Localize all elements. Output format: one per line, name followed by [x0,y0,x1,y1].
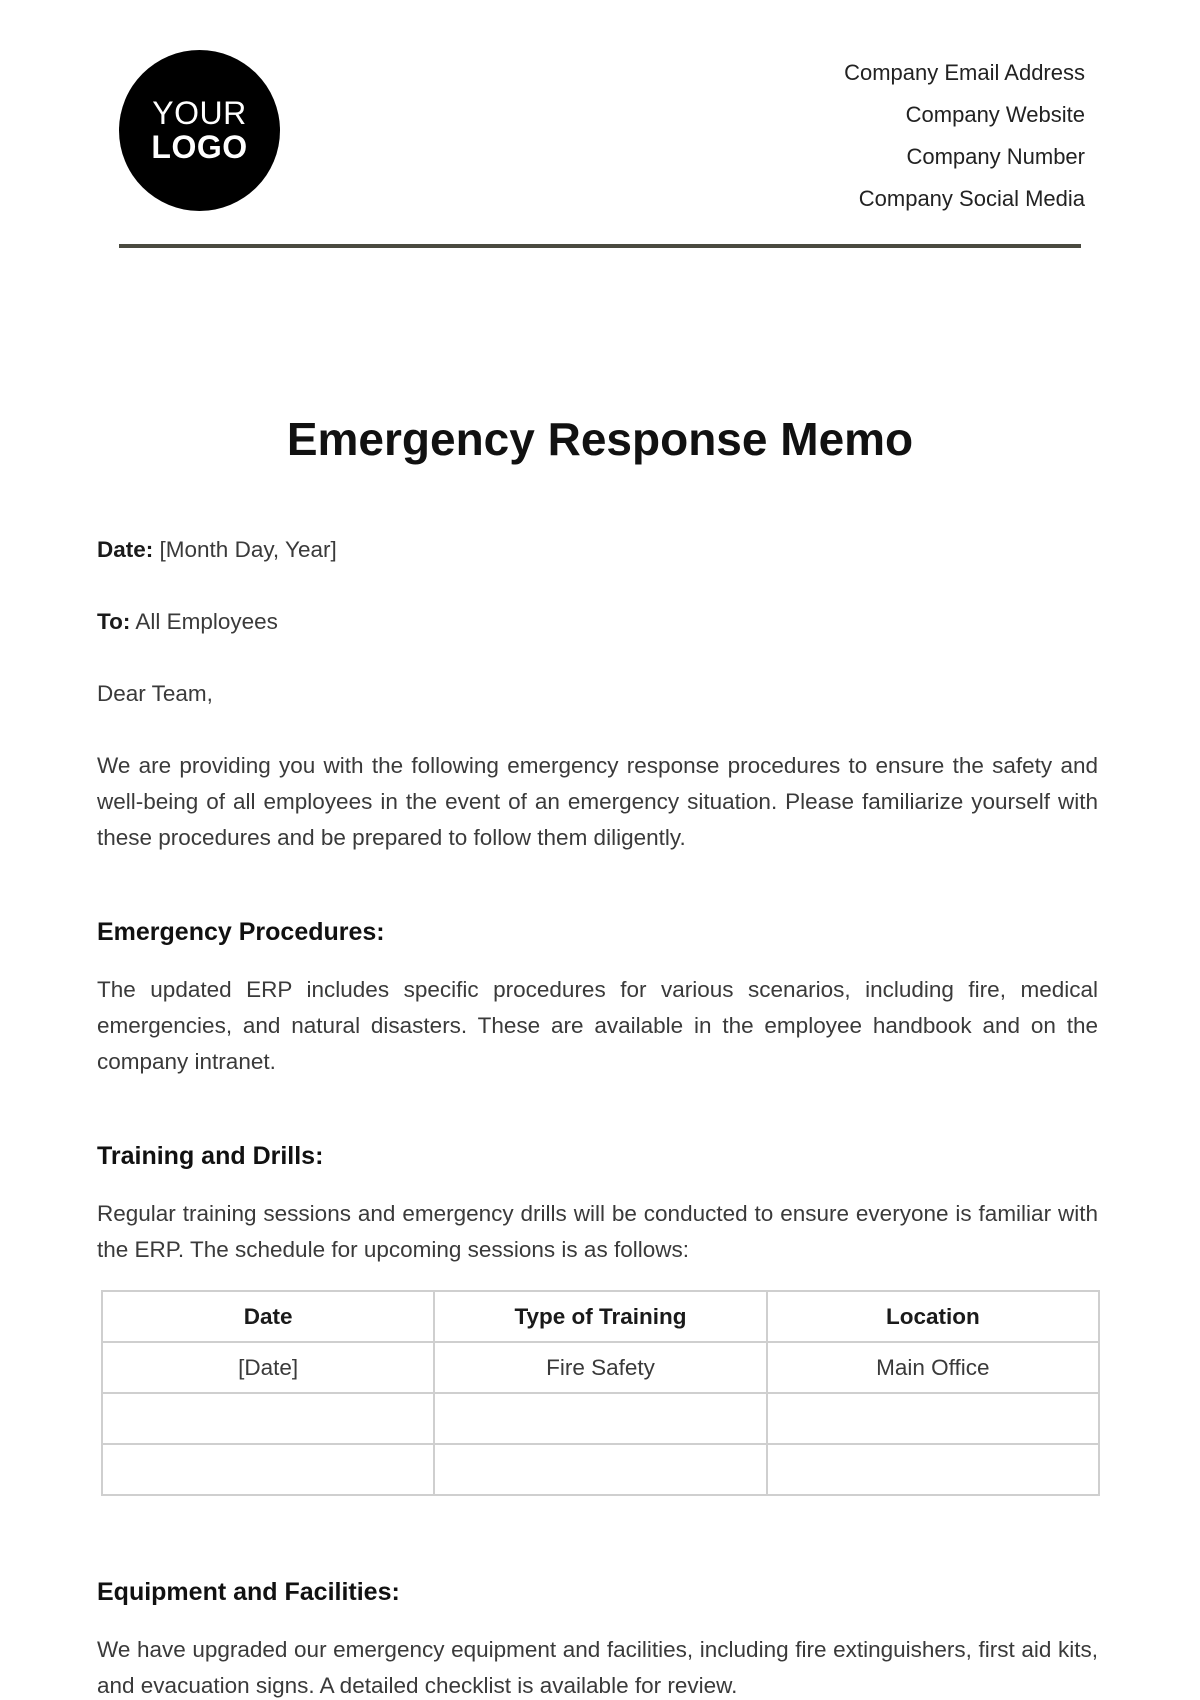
section-body-procedures: The updated ERP includes specific procedures for various scenarios, including fire, medical emergencies, and natural disasters. These are available in the employee handbook and on the company intranet. [97,977,1098,1074]
table-cell-date [102,1393,434,1444]
memo-date-value: [Month Day, Year] [159,537,337,562]
table-header-row [102,1291,1099,1342]
table-cell-location: Main Office [767,1342,1099,1393]
table-header-location: Location [767,1291,1099,1342]
logo-line-2: LOGO [151,128,248,165]
section-heading-training: Training and Drills: [97,1142,324,1170]
section-heading-equipment: Equipment and Facilities: [97,1578,400,1606]
table-cell-date [102,1444,434,1495]
table-header-date: Date [102,1291,434,1342]
table-cell-type: Fire Safety [434,1342,766,1393]
memo-date [97,532,1098,568]
memo-to-value: All Employees [135,609,278,634]
memo-intro-paragraph: We are providing you with the following emergency response procedures to ensure the safety and well-being of all employees in the event of an emergency situation. Please familiarize yourself with these procedures and be prepared to follow them diligently. [97,753,1098,850]
section-body-training: Regular training sessions and emergency drills will be conducted to ensure everyone is familiar with the ERP. The schedule for upcoming sessions is as follows: [97,1201,1098,1262]
training-schedule-table [101,1290,1100,1496]
table-cell-location [767,1393,1099,1444]
section-body-equipment: We have upgraded our emergency equipment and facilities, including fire extinguishers, first aid kits, and evacuation signs. A detailed checklist is available for review. [97,1637,1098,1698]
memo-to-label: To: [97,609,131,634]
memo-body [97,532,1098,1700]
table-cell-date: [Date] [102,1342,434,1393]
table-row [102,1444,1099,1495]
logo-line-1: YOUR [152,94,247,131]
memo-greeting: Dear Team, [97,681,213,706]
section-heading-procedures: Emergency Procedures: [97,918,385,946]
table-cell-type [434,1444,766,1495]
company-website: Company Website [905,102,1085,127]
company-email: Company Email Address [844,60,1085,85]
memo-date-label: Date: [97,537,154,562]
company-contact-block [844,52,1085,220]
table-row [102,1342,1099,1393]
table-cell-type [434,1393,766,1444]
memo-recipient [97,604,1098,640]
table-header-type: Type of Training [434,1291,766,1342]
table-cell-location [767,1444,1099,1495]
memo-title: Emergency Response Memo [286,413,914,465]
company-logo [119,50,280,211]
company-social-media: Company Social Media [858,186,1085,211]
company-number: Company Number [906,144,1085,169]
table-row [102,1393,1099,1444]
header-divider [119,244,1081,248]
